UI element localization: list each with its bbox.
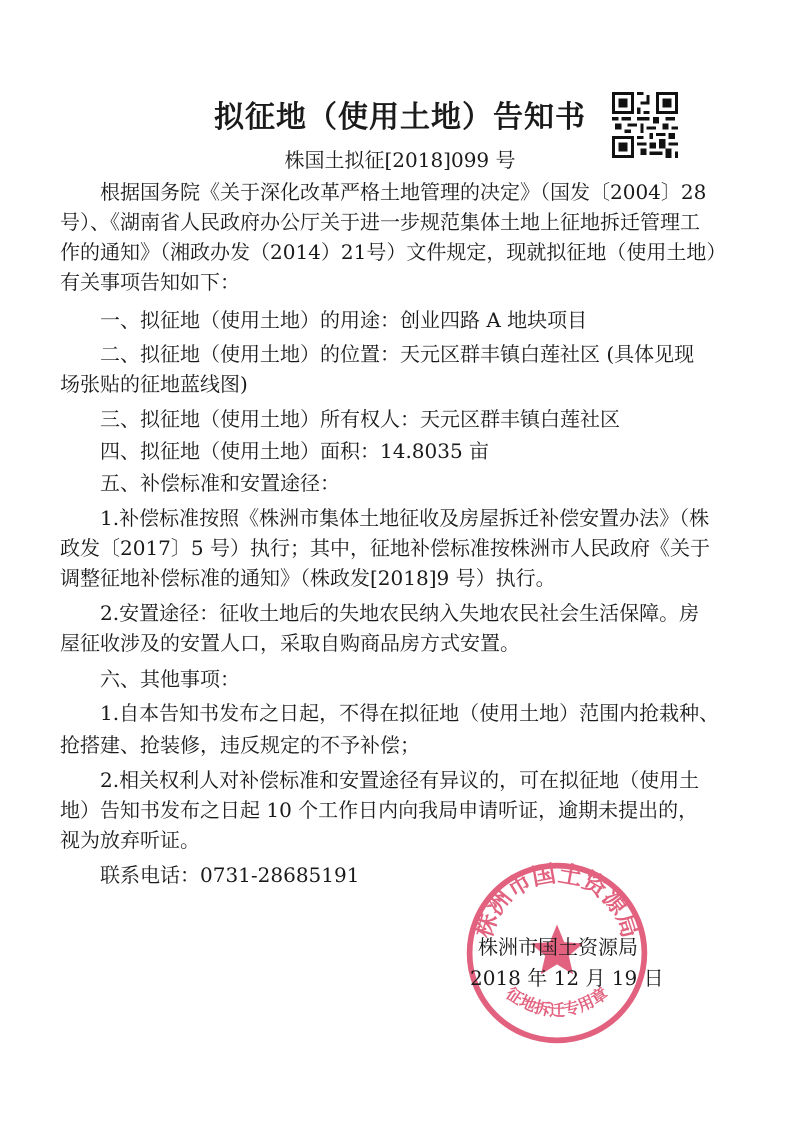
document-title: 拟征地（使用土地）告知书: [214, 100, 586, 135]
body-line: 一、拟征地（使用土地）的用途：创业四路 A 地块项目: [100, 308, 588, 332]
body-line: 五、补偿标准和安置途径：: [100, 471, 340, 495]
seal-bottom-text: 征地拆迁专用章: [502, 983, 612, 1020]
qr-code-icon: [612, 92, 678, 158]
body-line: 调整征地补偿标准的通知》（株政发[2018]9 号）执行。: [60, 566, 556, 590]
body-line: 2.相关权利人对补偿标准和安置途径有异议的，可在拟征地（使用土: [100, 768, 700, 792]
contact-phone: 联系电话：0731-28685191: [100, 863, 360, 887]
seal-top-text: 株洲市国土资源局: [469, 859, 645, 942]
body-line: 三、拟征地（使用土地）所有权人：天元区群丰镇白莲社区: [100, 407, 620, 431]
body-line: 号）、《湖南省人民政府办公厅关于进一步规范集体土地上征地拆迁管理工: [60, 210, 700, 234]
body-line: 根据国务院《关于深化改革严格土地管理的决定》（国发〔2004〕28: [100, 180, 707, 204]
signature-org: 株洲市国土资源局: [478, 935, 638, 959]
body-line: 1.自本告知书发布之日起，不得在拟征地（使用土地）范围内抢栽种、: [100, 701, 720, 725]
body-line: 四、拟征地（使用土地）面积：14.8035 亩: [100, 439, 490, 463]
body-line: 1.补偿标准按照《株洲市集体土地征收及房屋拆迁补偿安置办法》（株: [100, 506, 710, 530]
signature-date: 2018 年 12 月 19 日: [470, 966, 664, 990]
body-line: 抢搭建、抢装修，违反规定的不予补偿；: [60, 733, 420, 757]
body-line: 二、拟征地（使用土地）的位置：天元区群丰镇白莲社区 (具体见现: [100, 342, 695, 366]
body-line: 地）告知书发布之日起 10 个工作日内向我局申请听证，逾期未提出的，: [60, 798, 699, 822]
body-line: 屋征收涉及的安置人口，采取自购商品房方式安置。: [60, 631, 520, 655]
body-line: 政发〔2017〕5 号）执行；其中，征地补偿标准按株洲市人民政府《关于: [60, 536, 710, 560]
body-line: 视为放弃听证。: [60, 828, 200, 852]
body-line: 场张贴的征地蓝线图): [60, 372, 248, 396]
body-line: 有关事项告知如下：: [60, 270, 240, 294]
body-line: 2.安置途径：征收土地后的失地农民纳入失地农民社会生活保障。房: [100, 601, 700, 625]
document-number: 株国土拟征[2018]099 号: [284, 148, 516, 172]
body-line: 作的通知》（湘政办发（2014）21号）文件规定，现就拟征地（使用土地）: [60, 240, 727, 264]
body-line: 六、其他事项：: [100, 667, 240, 691]
